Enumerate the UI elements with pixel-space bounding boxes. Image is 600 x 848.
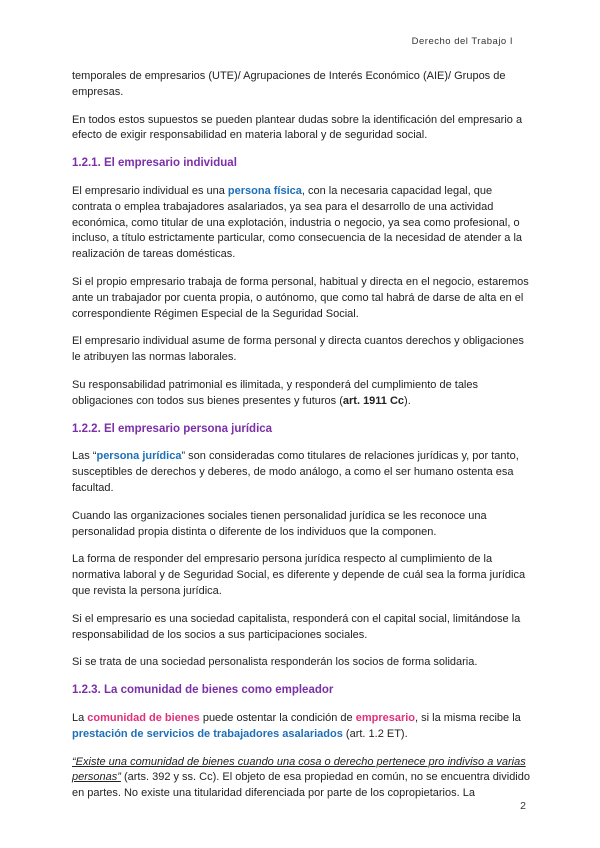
intro-paragraph-1: temporales de empresarios (UTE)/ Agrupaciones de Interés Económico (AIE)/ Grupos de empresas. (72, 70, 506, 98)
highlight-persona-juridica: persona jurídica (96, 450, 182, 463)
page-number: 2 (520, 800, 526, 812)
text-run: puede ostentar la condición de (199, 711, 356, 724)
intro-paragraph-2: En todos estos supuestos se pueden plantear dudas sobre la identificación del empresario a efecto de exigir responsabilidad en materia laboral y de seguridad social. (72, 113, 523, 142)
quote-comunidad-definition: “Existe una comunidad de bienes cuando una cosa o derecho pertenece pro indiviso a varias personas” (72, 755, 526, 784)
text-run: Las “ (72, 450, 97, 463)
s122-paragraph-2: Cuando las organizaciones sociales tienen personalidad jurídica se les reconoce una personalidad propia distinta o diferente de los individuos que la componen. (72, 509, 487, 538)
highlight-prestacion-servicios: prestación de servicios de trabajadores asalariados (72, 727, 343, 740)
text-run: (art. 1.2 ET). (342, 727, 408, 740)
text-run: La (72, 711, 88, 724)
s123-paragraph-1 (72, 711, 530, 743)
text-run: ). (404, 394, 411, 407)
section-heading-1-2-1: 1.2.1. El empresario individual (72, 157, 237, 170)
s123-paragraph-2 (72, 755, 530, 802)
section-heading-1-2-2: 1.2.2. El empresario persona jurídica (72, 422, 273, 435)
highlight-empresario: empresario (355, 711, 416, 724)
s122-paragraph-4: Si el empresario es una sociedad capitalista, responderá con el capital social, limitándose la responsabilidad de los socios a sus participaciones sociales. (72, 612, 521, 641)
text-run: ” son consideradas como titulares de relaciones jurídicas y, por tanto, susceptibles de derechos y deberes, de modo análogo, a como el ser humano ostenta esa facultad. (72, 450, 519, 494)
page-content (72, 69, 530, 814)
header-title: Derecho del Trabajo I (411, 36, 513, 47)
s121-paragraph-1 (72, 184, 530, 263)
s121-paragraph-4 (72, 378, 530, 410)
text-run: Su responsabilidad patrimonial es ilimitada, y responderá del cumplimiento de tales obligaciones con todos sus bienes presentes y futuros ( (72, 378, 478, 407)
highlight-persona-fisica: persona física (227, 184, 302, 197)
text-run: (arts. 392 y ss. Cc). El objeto de esa propiedad en común, no se encuentra dividido en partes. No existe una titularidad diferenciada por parte de los copropietarios. La (72, 771, 530, 800)
s122-paragraph-3: La forma de responder del empresario persona jurídica respecto al cumplimiento de la normativa laboral y de Seguridad Social, es diferente y depende de cuál sea la forma jurídica que revista la persona jurídica. (72, 553, 526, 597)
s121-paragraph-2: Si el propio empresario trabaja de forma personal, habitual y directa en el negocio, estaremos ante un trabajador por cuenta propia, o autónomo, que como tal habrá de darse de alta en el correspondiente Régimen Especial de la Seguridad Social. (72, 275, 529, 320)
text-run: , si la misma recibe la (415, 711, 521, 724)
highlight-comunidad-de-bienes: comunidad de bienes (87, 711, 200, 724)
s122-paragraph-5: Si se trata de una sociedad personalista responderán los socios de forma solidaria. (72, 656, 478, 669)
citation-art-1911: art. 1911 Cc (342, 394, 405, 407)
s122-paragraph-1 (72, 449, 530, 496)
text-run: El empresario individual es una (72, 184, 228, 197)
text-run: , con la necesaria capacidad legal, que contrata o emplea trabajadores asalariados, ya sea para el desarrollo de una actividad económica, como titular de una explotación, industria o negocio, ya sea como profesional, o incluso, a título estrictamente particular, como consecuencia de la necesidad de atender a la realización de tareas domésticas. (72, 184, 523, 261)
section-heading-1-2-3: 1.2.3. La comunidad de bienes como empleador (72, 684, 334, 697)
s121-paragraph-3: El empresario individual asume de forma personal y directa cuantos derechos y obligaciones le atribuyen las normas laborales. (72, 335, 524, 364)
